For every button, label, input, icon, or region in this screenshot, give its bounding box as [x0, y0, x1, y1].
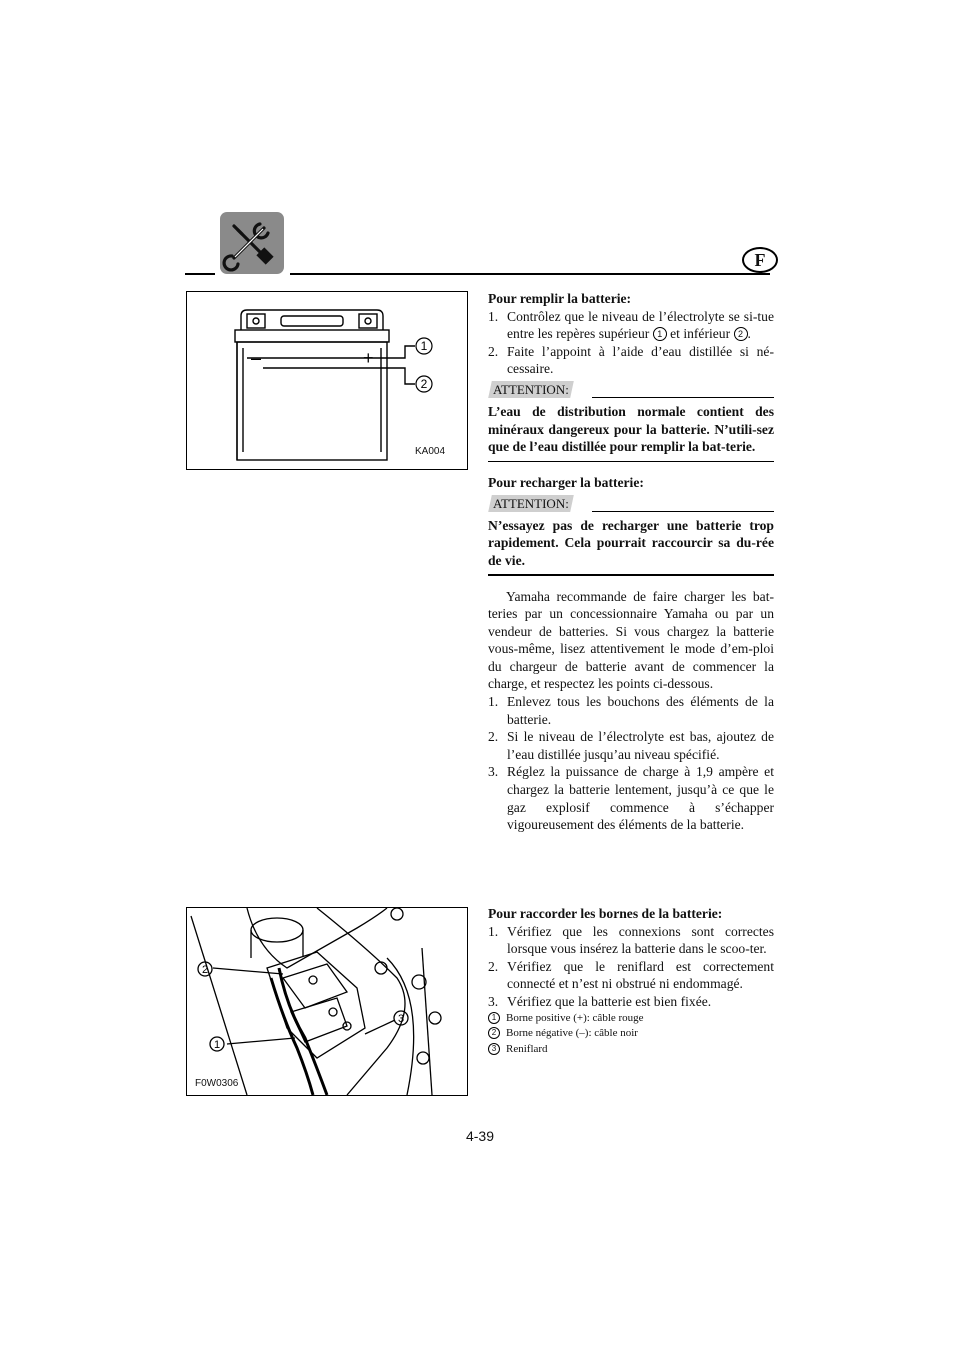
- list-item: [488, 993, 774, 1011]
- legend-item: [488, 1026, 774, 1042]
- list-item: [488, 308, 774, 343]
- legend-text: Borne positive (+): câble rouge: [506, 1011, 644, 1024]
- legend-callout: 1: [488, 1012, 500, 1024]
- section-heading: Pour raccorder les bornes de la batterie:: [488, 906, 723, 921]
- section-heading: Pour recharger la batterie:: [488, 474, 644, 490]
- list-item: [488, 343, 774, 378]
- figure-code: F0W0306: [195, 1078, 239, 1089]
- attention-label: ATTENTION:: [488, 381, 573, 398]
- list-number: 2.: [488, 729, 499, 745]
- list-item: [488, 958, 774, 993]
- list-text: Si le niveau de l’électrolyte est bas, ajoutez de l’eau distillée jusqu’au niveau spécifié.: [507, 729, 774, 762]
- attention-label: ATTENTION:: [488, 495, 573, 512]
- legend-item: [488, 1011, 774, 1027]
- compartment-drawing: [187, 908, 467, 1095]
- list-number: 1.: [488, 923, 499, 939]
- callout-2: 2: [201, 964, 209, 976]
- list-item: [488, 923, 774, 958]
- section-heading: Pour remplir la batterie:: [488, 291, 632, 306]
- list-item: [488, 763, 774, 833]
- legend-item: [488, 1042, 774, 1058]
- list-number: 1.: [488, 308, 499, 324]
- callout-2: 2: [420, 377, 428, 391]
- list-item: [488, 728, 774, 763]
- list-text: et inférieur: [670, 326, 731, 342]
- section-connect: [488, 905, 774, 1057]
- header-rule-left: [185, 273, 215, 275]
- section-fill: [488, 290, 774, 834]
- figure-legend: [488, 1011, 774, 1058]
- ref-callout-2: 2: [734, 327, 748, 341]
- list-text: Vérifiez que les connexions sont correctes lorsque vous insérez la batterie dans le scoo-ter.: [507, 923, 774, 957]
- list-text: Réglez la puissance de charge à 1,9 ampère et chargez la batterie lentement, jusqu’à ce que le gaz explosif commence à s’échapper vigoureusement des éléments de la batterie.: [507, 764, 774, 833]
- attention-text: N’essayez pas de recharger une batterie trop rapidement. Cela pourrait raccourcir sa du-rée de vie.: [488, 517, 774, 568]
- tools-icon: [220, 212, 284, 274]
- attention-header: [488, 495, 774, 513]
- list-number: 3.: [488, 993, 499, 1009]
- legend-callout: 2: [488, 1027, 500, 1039]
- legend-text: Reniflard: [506, 1042, 548, 1055]
- page-number: 4-39: [465, 1128, 495, 1144]
- battery-minus-sign: –: [251, 348, 262, 368]
- list-number: 2.: [488, 343, 499, 359]
- list-text: .: [747, 326, 751, 342]
- legend-callout: 3: [488, 1043, 500, 1055]
- callout-1: 1: [420, 339, 428, 353]
- list-number: 3.: [488, 764, 499, 780]
- list-text: Vérifiez que la batterie est bien fixée.: [507, 993, 712, 1009]
- callout-1: 1: [213, 1039, 221, 1051]
- language-badge: F: [742, 247, 778, 273]
- battery-figure: [186, 291, 468, 470]
- list-number: 2.: [488, 958, 499, 974]
- list-text: Enlevez tous les bouchons des éléments de la batterie.: [507, 694, 774, 727]
- ref-callout-1: 1: [653, 327, 667, 341]
- callout-3: 3: [397, 1013, 405, 1025]
- figure-code: KA004: [415, 446, 446, 457]
- list-text: Faite l’appoint à l’aide d’eau distillée si né-cessaire.: [507, 343, 774, 377]
- attention-text: L’eau de distribution normale contient des minéraux dangereux pour la batterie. N’utili-sez que de l’eau distillée pour remplir la bat-terie.: [488, 403, 774, 455]
- body-paragraph: Yamaha recommande de faire charger les bat-teries par un concessionnaire Yamaha ou par un vendeur de batteries. Si vous chargez la batterie vous-même, lisez attentivement le mode d’em-ploi du chargeur de batterie avant de commencer la charge, et respectez les points ci-dessous.: [488, 588, 774, 692]
- list-number: 1.: [488, 694, 499, 710]
- attention-header: [488, 381, 774, 399]
- header-rule-right: [290, 273, 770, 275]
- list-item: [488, 693, 774, 728]
- battery-plus-sign: +: [363, 348, 374, 368]
- list-text: Vérifiez que le reniflard est correctement connecté et n’est ni obstrué ni endommagé.: [507, 958, 774, 992]
- battery-drawing: [187, 292, 467, 469]
- list-text: Contrôlez que le niveau de l’électrolyte se si-tue entre les repères supérieur: [507, 308, 774, 342]
- legend-text: Borne négative (–): câble noir: [506, 1027, 638, 1040]
- battery-compartment-figure: [186, 907, 468, 1096]
